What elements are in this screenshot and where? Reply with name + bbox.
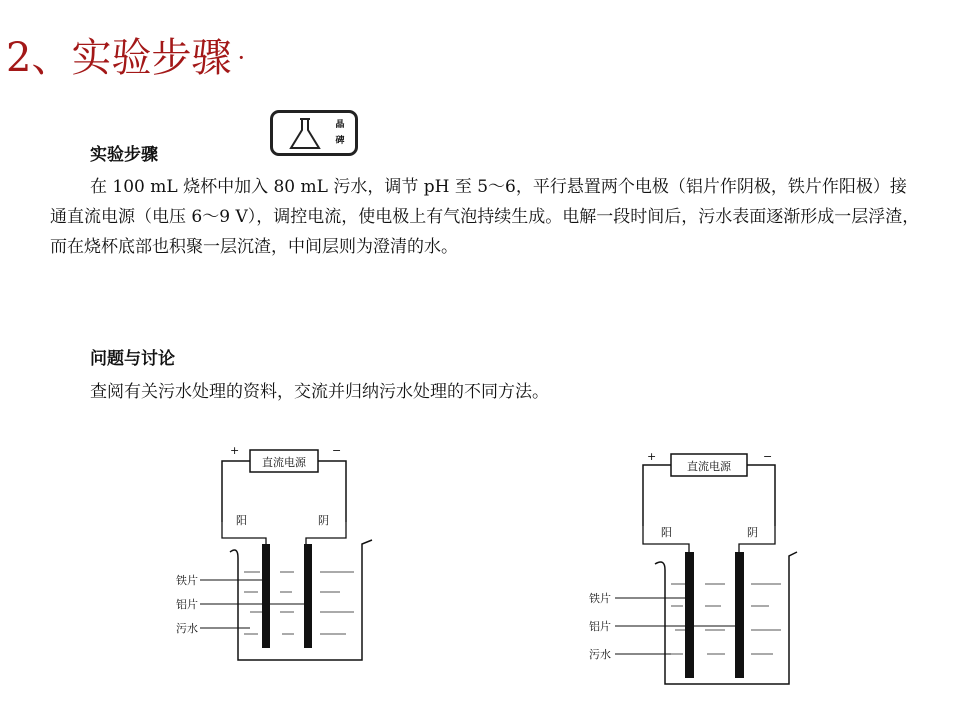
label-iron: 铁片 <box>176 574 198 587</box>
label-iron: 铁片 <box>589 592 611 605</box>
minus-sign: − <box>763 450 773 463</box>
plus-sign: + <box>230 444 240 457</box>
procedure-heading: 实验步骤 <box>90 145 158 165</box>
plus-sign: + <box>647 450 657 463</box>
badge-text <box>333 117 347 149</box>
anode-wire <box>222 461 250 522</box>
slide-title-text: 2、实验步骤 <box>6 36 232 80</box>
cathode-label: 阴 <box>747 526 758 539</box>
badge-char-2: 碑 <box>335 136 345 146</box>
procedure-paragraph: 在 100 mL 烧杯中加入 80 mL 污水，调节 pH 至 5～6，平行悬置两个电极（铝片作阴极，铁片作阳极）接通直流电源（电压 6～9 V），调控电流，使电极上有气泡持续生成。电解一段时间后，污水表面逐渐形成一层浮渣，而在烧杯底部也积聚一层沉渣，中间层则为澄清的水。 <box>50 177 920 257</box>
experiment-badge <box>270 110 358 156</box>
cathode-wire <box>747 465 775 526</box>
title-dot: · <box>237 44 246 72</box>
anode-label: 阳 <box>661 526 672 539</box>
beaker <box>230 540 372 660</box>
beaker <box>655 552 797 684</box>
flask-icon <box>285 116 325 152</box>
power-supply-label: 直流电源 <box>687 460 731 473</box>
anode-wire <box>643 465 671 526</box>
electrolysis-diagram-2 <box>585 440 805 704</box>
label-aluminum: 铝片 <box>589 620 611 633</box>
aluminum-electrode <box>735 552 744 678</box>
discussion-heading: 问题与讨论 <box>90 349 175 369</box>
minus-sign: − <box>332 444 342 457</box>
power-supply-label: 直流电源 <box>262 456 306 469</box>
electrolysis-diagram-1 <box>170 440 390 684</box>
discussion-paragraph: 查阅有关污水处理的资料，交流并归纳污水处理的不同方法。 <box>90 382 549 402</box>
label-water: 污水 <box>176 622 198 635</box>
cathode-label: 阴 <box>318 514 329 527</box>
aluminum-electrode <box>304 544 312 648</box>
anode-label: 阳 <box>236 514 247 527</box>
slide-title <box>6 36 245 80</box>
label-aluminum: 铝片 <box>176 598 198 611</box>
iron-electrode <box>685 552 694 678</box>
label-water: 污水 <box>589 648 611 661</box>
iron-electrode <box>262 544 270 648</box>
cathode-wire <box>318 461 346 522</box>
badge-char-1: 晶 <box>335 120 345 130</box>
